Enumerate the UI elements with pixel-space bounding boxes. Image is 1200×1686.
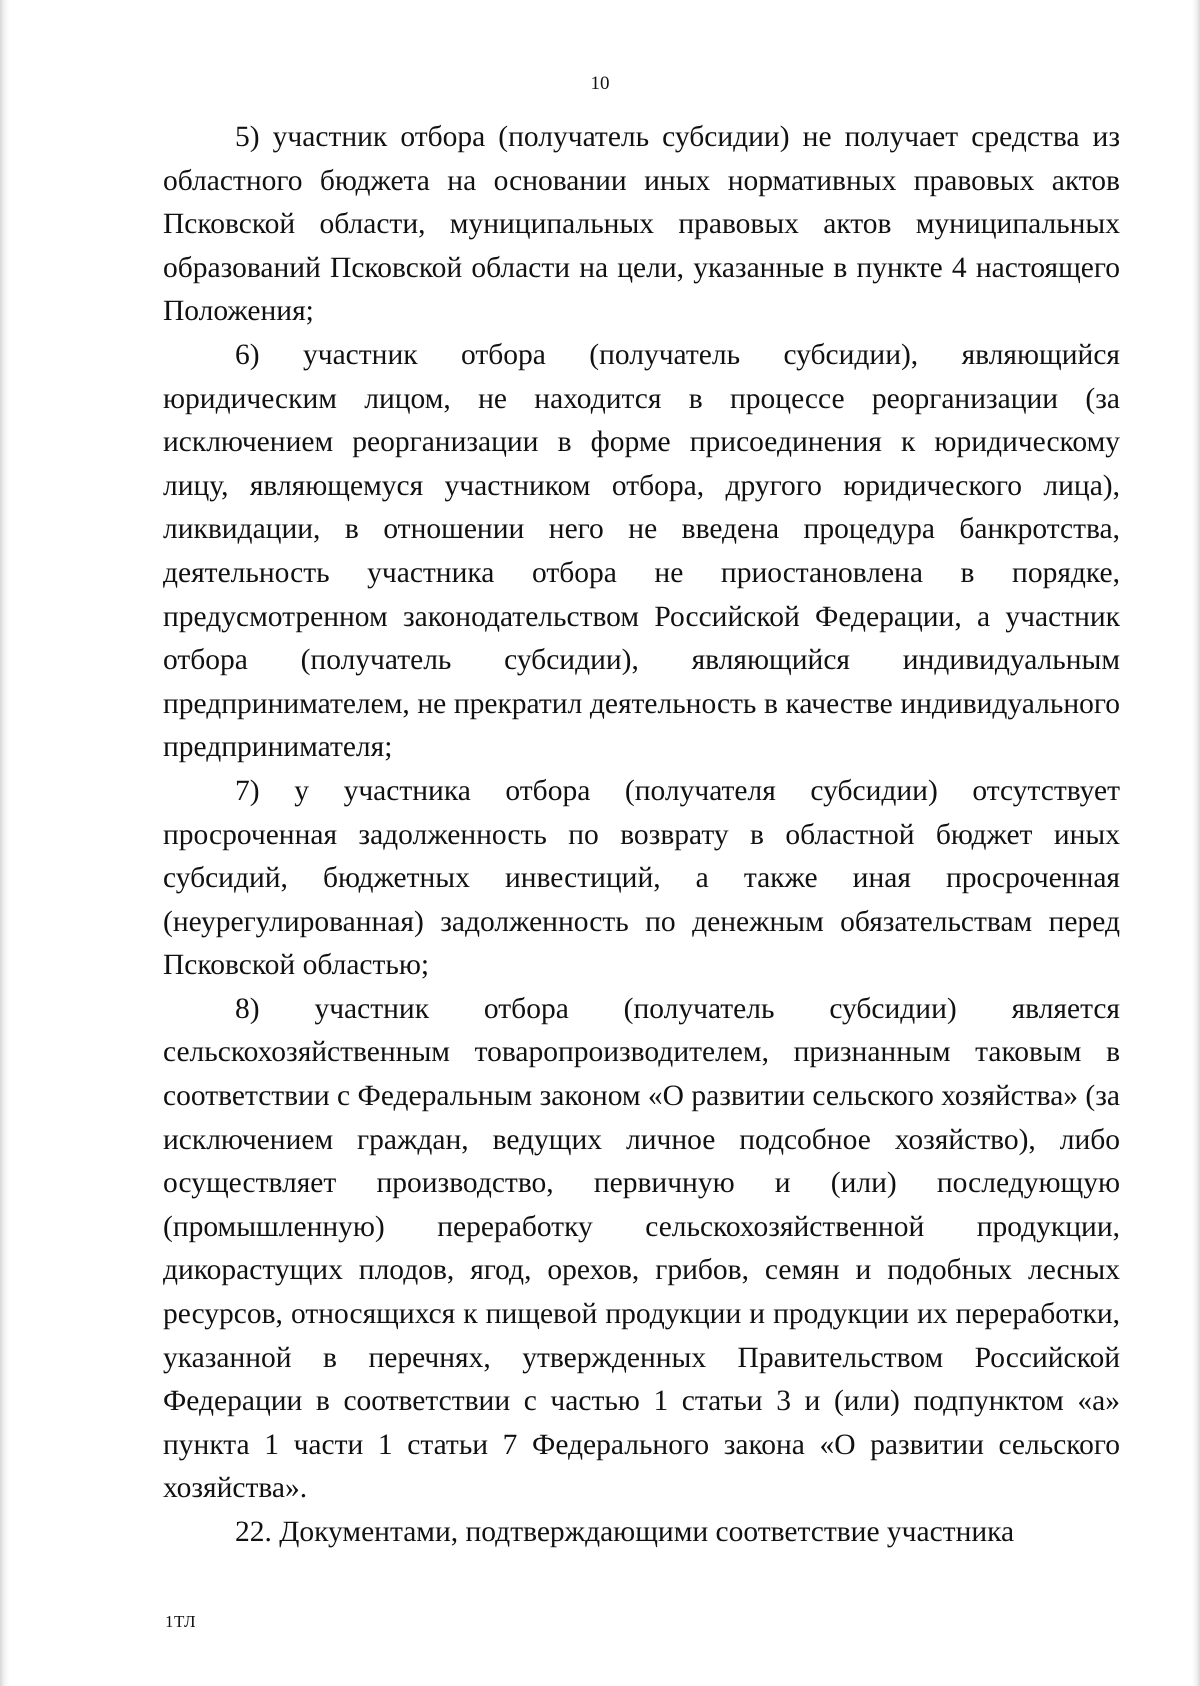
paragraph-item-5: 5) участник отбора (получатель субсидии) не получает средства из областного бюджета на основании иных нормативных правовых актов Псковской области, муниципальных правовых актов муниципальных образований Псковской области на цели, указанные в пункте 4 настоящего Положения;	[163, 121, 1120, 328]
footer-code: 1ТЛ	[165, 1612, 197, 1631]
paragraph-item-8: 8) участник отбора (получатель субсидии) является сельскохозяйственным товаропроизводителем, признанным таковым в соответствии с Федеральным законом «О развитии сельского хозяйства» (за исключением граждан, ведущих личное подсобное хозяйство), либо осуществляет производство, первичную и (или) последующую (промышленную) переработку сельскохозяйственной продукции, дикорастущих плодов, ягод, орехов, грибов, семян и подобных лесных ресурсов, относящихся к пищевой продукции и продукции их переработки, указанной в перечнях, утвержденных Правительством Российской Федерации в соответствии с частью 1 статьи 3 и (или) подпунктом «а» пункта 1 части 1 статьи 7 Федерального закона «О развитии сельского хозяйства».	[163, 992, 1120, 1505]
paragraph-item-6: 6) участник отбора (получатель субсидии), являющийся юридическим лицом, не находится в процессе реорганизации (за исключением реорганизации в форме присоединения к юридическому лицу, являющемуся участником отбора, другого юридического лица), ликвидации, в отношении него не введена процедура банкротства, деятельность участника отбора не приостановлена в порядке, предусмотренном законодательством Российской Федерации, а участник отбора (получатель субсидии), являющийся индивидуальным предпринимателем, не прекратил деятельность в качестве индивидуального предпринимателя;	[163, 338, 1120, 764]
page-number: 10	[590, 73, 610, 94]
scan-edge-left	[0, 0, 10, 1686]
scan-edge-right	[1192, 0, 1200, 1686]
paragraph-item-7: 7) у участника отбора (получателя субсидии) отсутствует просроченная задолженность по возврату в областной бюджет иных субсидий, бюджетных инвестиций, а также иная просроченная (неурегулированная) задолженность по денежным обязательствам перед Псковской областью;	[163, 774, 1120, 982]
document-body	[163, 116, 1120, 1555]
paragraph-clause-22: 22. Документами, подтверждающими соответствие участника	[235, 1516, 1015, 1548]
